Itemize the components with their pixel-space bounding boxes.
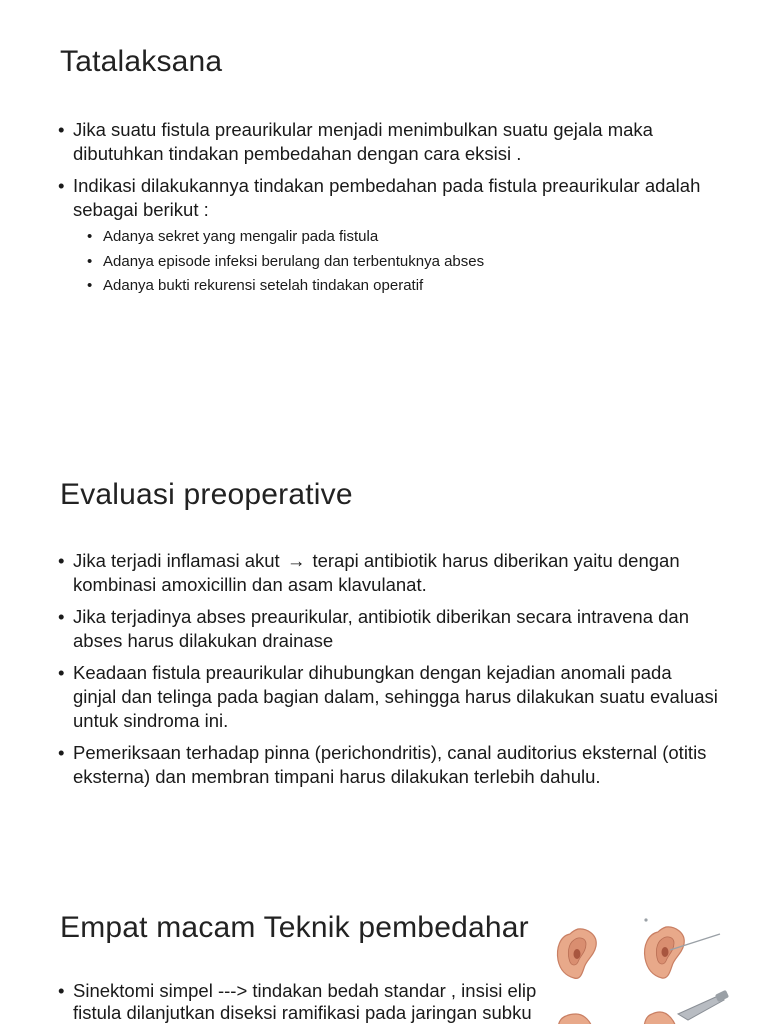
bullet-list	[58, 549, 718, 797]
sub-bullet-list	[87, 225, 718, 299]
slide-title: Tatalaksana	[60, 45, 223, 78]
bullet-text: Jika terjadinya abses preaurikular, antibiotik diberikan secara intravena dan abses harus dilakukan drainase	[73, 606, 689, 651]
bullet-item	[58, 741, 718, 789]
bullet-item	[58, 118, 718, 166]
slide-title: Empat macam Teknik pembedahar	[60, 911, 529, 944]
bullet-text: • Sinektomi simpel ---> tindakan bedah standar , insisi elip	[73, 980, 537, 1001]
bullet-text: terapi antibiotik harus diberikan yaitu dengan kombinasi amoxicillin dan asam klavulanat.	[73, 550, 680, 595]
bullet-list	[58, 118, 718, 307]
bullet-text: Pemeriksaan terhadap pinna (perichondritis), canal auditorius eksternal (otitis eksterna) dan membran timpani harus dilakukan terlebih dahulu.	[73, 742, 707, 787]
ear-surgery-icon	[548, 914, 738, 1024]
sub-bullet-item: • Adanya episode infeksi berulang dan terbentuknya abses	[87, 250, 718, 275]
ear-illustration-3	[558, 1014, 592, 1024]
bullet-text: Jika suatu fistula preaurikular menjadi menimbulkan suatu gejala maka dibutuhkan tindakan pembedahan dengan cara eksisi .	[73, 119, 653, 164]
slide-title: Evaluasi preoperative	[60, 478, 353, 511]
slide-teknik-pembedahan	[0, 880, 768, 1024]
arrow-right-icon: →	[286, 550, 306, 571]
bullet-text: Indikasi dilakukannya tindakan pembedahan pada fistula preaurikular adalah sebagai berikut :	[73, 175, 701, 220]
sub-bullet-item: • Adanya sekret yang mengalir pada fistula	[87, 225, 718, 250]
bullet-text: Jika terjadi inflamasi akut	[73, 550, 280, 571]
bullet-item	[58, 661, 718, 733]
bullet-list	[58, 980, 558, 1024]
bullet-text: fistula dilanjutkan diseksi ramifikasi pada jaringan subku	[73, 1002, 532, 1023]
ear-illustration-4	[644, 990, 729, 1024]
slide-tatalaksana	[0, 0, 768, 420]
bullet-item	[58, 549, 718, 597]
ear-surgery-illustration	[548, 914, 738, 1024]
bullet-item	[58, 980, 558, 1024]
ear-illustration-1	[558, 929, 597, 978]
sub-bullet-item: • Adanya bukti rekurensi setelah tindakan operatif	[87, 274, 718, 299]
bullet-text: Keadaan fistula preaurikular dihubungkan dengan kejadian anomali pada ginjal dan telinga pada bagian dalam, sehingga harus dilakukan suatu evaluasi untuk sindroma ini.	[73, 662, 718, 731]
slide-evaluasi-preoperative	[0, 440, 768, 860]
bullet-item	[58, 605, 718, 653]
bullet-item	[58, 174, 718, 299]
ear-illustration-2	[644, 918, 720, 978]
